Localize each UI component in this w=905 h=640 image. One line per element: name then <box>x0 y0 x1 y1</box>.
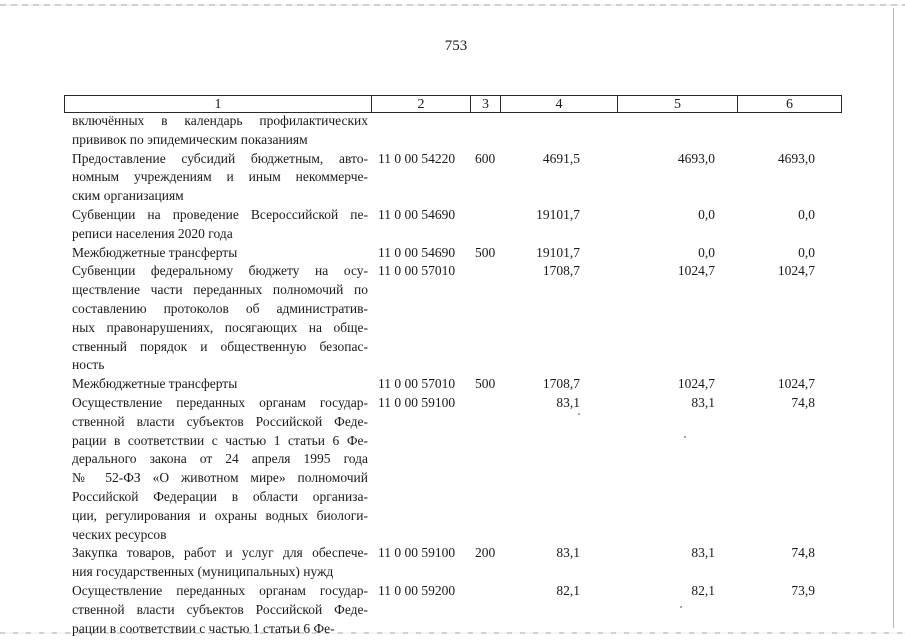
column-header-3: 3 <box>471 96 501 112</box>
amount-year-3: 74,8 <box>791 394 815 410</box>
description-line: ных правонарушениях, посягающих на обще- <box>72 319 368 335</box>
column-header-4: 4 <box>501 96 618 112</box>
description-line: ществление части переданных полномочий по <box>72 282 368 298</box>
description-line: Предоставление субсидий бюджетным, авто- <box>72 150 368 166</box>
column-header-5: 5 <box>618 96 738 112</box>
description-line: Субвенции на проведение Всероссийской пе- <box>72 206 368 222</box>
description-line: ческих ресурсов <box>72 526 167 542</box>
amount-year-2: 1024,7 <box>677 263 715 279</box>
amount-year-2: 83,1 <box>691 394 715 410</box>
table-row <box>0 112 905 150</box>
amount-year-2: 1024,7 <box>677 376 715 392</box>
amount-year-1: 1708,7 <box>542 263 580 279</box>
description-line: ции, регулирования и охраны водных биологи- <box>72 507 368 523</box>
amount-year-3: 74,8 <box>791 545 815 561</box>
table-header <box>64 95 842 113</box>
row-description <box>72 394 368 544</box>
table-row <box>0 244 905 263</box>
amount-year-3: 0,0 <box>798 244 815 260</box>
amount-year-3: 0,0 <box>798 206 815 222</box>
table-row <box>0 544 905 582</box>
table-body <box>0 112 905 638</box>
description-line: № 52-ФЗ «О животном мире» полномочий <box>72 470 368 486</box>
description-line: Межбюджетные трансферты <box>72 244 238 260</box>
amount-year-2: 0,0 <box>698 206 715 222</box>
amount-year-1: 19101,7 <box>536 206 580 222</box>
row-description <box>72 582 368 638</box>
description-line: Осуществление переданных органам государ- <box>72 582 368 598</box>
column-header-2: 2 <box>372 96 471 112</box>
row-description <box>72 544 368 582</box>
amount-year-1: 82,1 <box>556 582 580 598</box>
row-description <box>72 150 368 206</box>
row-description <box>72 244 368 263</box>
amount-year-1: 1708,7 <box>542 376 580 392</box>
table-row <box>0 582 905 638</box>
expense-type-code: 500 <box>475 244 496 260</box>
table-row <box>0 394 905 544</box>
amount-year-1: 83,1 <box>556 394 580 410</box>
amount-year-1: 83,1 <box>556 545 580 561</box>
target-article-code: 11 0 00 59100 <box>378 394 456 410</box>
row-description <box>72 375 368 394</box>
description-line: ность <box>72 357 105 373</box>
target-article-code: 11 0 00 54690 <box>378 244 456 260</box>
table-row <box>0 375 905 394</box>
table-row <box>0 262 905 375</box>
amount-year-3: 1024,7 <box>777 376 815 392</box>
description-line: рации в соответствии с частью 1 статьи 6 Фе- <box>72 432 368 448</box>
amount-year-2: 0,0 <box>698 244 715 260</box>
amount-year-1: 4691,5 <box>542 150 580 166</box>
page-number: 753 <box>444 38 468 54</box>
description-line: дерального закона от 24 апреля 1995 года <box>72 451 368 467</box>
amount-year-3: 73,9 <box>791 582 815 598</box>
amount-year-2: 83,1 <box>691 545 715 561</box>
table-row <box>0 150 905 206</box>
target-article-code: 11 0 00 57010 <box>378 376 456 392</box>
row-description <box>72 206 368 244</box>
scan-speck <box>684 436 686 438</box>
description-line: составлению протоколов об административ- <box>72 300 368 316</box>
description-line: Межбюджетные трансферты <box>72 376 238 392</box>
target-article-code: 11 0 00 57010 <box>378 263 456 279</box>
description-line: Российской Федерации в области организа- <box>72 488 368 504</box>
target-article-code: 11 0 00 54690 <box>378 206 456 222</box>
description-line: номным учреждениям и иным некоммерче- <box>72 169 368 185</box>
description-line: реписи населения 2020 года <box>72 225 233 241</box>
description-line: включённых в календарь профилактических <box>72 113 368 128</box>
column-header-6: 6 <box>786 97 793 112</box>
description-line: Осуществление переданных органам государ- <box>72 394 368 410</box>
target-article-code: 11 0 00 59100 <box>378 545 456 561</box>
expense-type-code: 600 <box>475 150 496 166</box>
description-line: ственной власти субъектов Российской Феде- <box>72 601 368 617</box>
description-line: ственный порядок и общественную безопас- <box>72 338 368 354</box>
description-line: Субвенции федеральному бюджету на осу- <box>72 263 368 279</box>
expense-type-code: 500 <box>475 376 496 392</box>
row-description <box>72 112 368 150</box>
description-line: Закупка товаров, работ и услуг для обеспече- <box>72 545 368 561</box>
description-line: ния государственных (муниципальных) нужд <box>72 564 334 580</box>
table-row <box>0 206 905 244</box>
description-line: ским организациям <box>72 188 184 204</box>
amount-year-3: 4693,0 <box>777 150 815 166</box>
target-article-code: 11 0 00 54220 <box>378 150 456 166</box>
scan-speck <box>578 413 580 415</box>
expense-type-code: 200 <box>475 545 496 561</box>
column-header-1: 1 <box>65 96 372 112</box>
target-article-code: 11 0 00 59200 <box>378 582 456 598</box>
amount-year-1: 19101,7 <box>536 244 580 260</box>
amount-year-2: 82,1 <box>691 582 715 598</box>
scan-edge-top <box>0 4 905 6</box>
row-description <box>72 262 368 375</box>
description-line: ственной власти субъектов Российской Феде- <box>72 413 368 429</box>
scan-speck <box>680 606 682 608</box>
description-line: рации в соответствии с частью 1 статьи 6 Фе- <box>72 620 335 636</box>
amount-year-2: 4693,0 <box>677 150 715 166</box>
description-line: прививок по эпидемическим показаниям <box>72 131 308 147</box>
amount-year-3: 1024,7 <box>777 263 815 279</box>
